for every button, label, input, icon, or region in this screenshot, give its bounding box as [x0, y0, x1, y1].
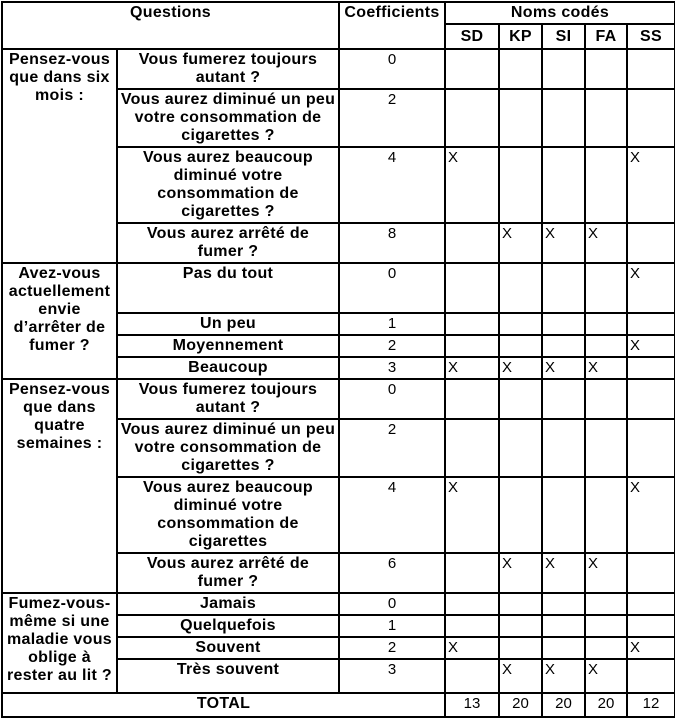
group-cell-quatre-semaines: Pensez-vous que dans quatre semaines :: [2, 379, 117, 593]
mark-cell-si: [542, 615, 585, 637]
mark-cell-si: [542, 477, 585, 553]
mark-cell-sd: X: [445, 357, 499, 379]
mark-cell-ss: [627, 659, 675, 693]
total-row: [2, 693, 675, 717]
mark-cell-si: [542, 419, 585, 477]
mark-cell-si: [542, 637, 585, 659]
mark-cell-kp: [499, 263, 542, 313]
mark-cell-kp: X: [499, 659, 542, 693]
question-cell: Vous aurez arrêté de fumer ?: [117, 223, 339, 263]
code-header-si: SI: [542, 24, 585, 49]
mark-cell-fa: [585, 477, 627, 553]
mark-cell-sd: [445, 419, 499, 477]
mark-cell-ss: X: [627, 477, 675, 553]
coefficients-header: Coefficients: [339, 2, 445, 49]
question-cell: Un peu: [117, 313, 339, 335]
mark-cell-fa: [585, 49, 627, 89]
mark-cell-ss: [627, 379, 675, 419]
code-header-sd: SD: [445, 24, 499, 49]
mark-cell-kp: [499, 615, 542, 637]
coefficient-cell: 3: [339, 659, 445, 693]
mark-cell-fa: [585, 313, 627, 335]
question-cell: Vous aurez beaucoup diminué votre consommation de cigarettes: [117, 477, 339, 553]
question-cell: Vous fumerez toujours autant ?: [117, 379, 339, 419]
coefficient-cell: 1: [339, 615, 445, 637]
mark-cell-si: X: [542, 357, 585, 379]
mark-cell-fa: [585, 263, 627, 313]
coefficient-cell: 2: [339, 419, 445, 477]
question-cell: Jamais: [117, 593, 339, 615]
mark-cell-fa: X: [585, 357, 627, 379]
code-header-kp: KP: [499, 24, 542, 49]
total-value-si: 20: [542, 693, 585, 717]
coefficient-cell: 0: [339, 49, 445, 89]
mark-cell-sd: [445, 553, 499, 593]
table-row: [2, 379, 675, 419]
total-value-kp: 20: [499, 693, 542, 717]
mark-cell-si: [542, 147, 585, 223]
mark-cell-fa: [585, 89, 627, 147]
coefficient-cell: 3: [339, 357, 445, 379]
mark-cell-fa: [585, 637, 627, 659]
question-cell: Vous aurez diminué un peu votre consommation de cigarettes ?: [117, 419, 339, 477]
question-cell: Vous aurez diminué un peu votre consommation de cigarettes ?: [117, 89, 339, 147]
questionnaire-scoring-table: [1, 1, 675, 718]
table-row: [2, 593, 675, 615]
mark-cell-kp: X: [499, 357, 542, 379]
mark-cell-si: X: [542, 659, 585, 693]
mark-cell-si: X: [542, 223, 585, 263]
mark-cell-sd: X: [445, 147, 499, 223]
question-cell: Vous fumerez toujours autant ?: [117, 49, 339, 89]
mark-cell-sd: [445, 89, 499, 147]
mark-cell-fa: [585, 147, 627, 223]
mark-cell-si: [542, 593, 585, 615]
coefficient-cell: 0: [339, 593, 445, 615]
mark-cell-sd: [445, 223, 499, 263]
mark-cell-ss: [627, 89, 675, 147]
mark-cell-ss: [627, 419, 675, 477]
question-cell: Pas du tout: [117, 263, 339, 313]
mark-cell-ss: [627, 49, 675, 89]
mark-cell-sd: [445, 379, 499, 419]
coefficient-cell: 8: [339, 223, 445, 263]
mark-cell-si: [542, 49, 585, 89]
mark-cell-si: [542, 313, 585, 335]
coefficient-cell: 2: [339, 89, 445, 147]
coefficient-cell: 4: [339, 147, 445, 223]
coefficient-cell: 0: [339, 263, 445, 313]
mark-cell-kp: [499, 313, 542, 335]
coefficient-cell: 4: [339, 477, 445, 553]
mark-cell-fa: [585, 419, 627, 477]
mark-cell-ss: X: [627, 147, 675, 223]
question-cell: Très souvent: [117, 659, 339, 693]
mark-cell-ss: [627, 223, 675, 263]
coefficient-cell: 0: [339, 379, 445, 419]
mark-cell-kp: [499, 49, 542, 89]
mark-cell-kp: [499, 89, 542, 147]
mark-cell-sd: [445, 659, 499, 693]
mark-cell-fa: [585, 615, 627, 637]
mark-cell-kp: X: [499, 223, 542, 263]
mark-cell-si: [542, 263, 585, 313]
mark-cell-fa: X: [585, 659, 627, 693]
mark-cell-kp: [499, 593, 542, 615]
mark-cell-ss: X: [627, 637, 675, 659]
coefficient-cell: 2: [339, 637, 445, 659]
mark-cell-sd: [445, 335, 499, 357]
mark-cell-ss: X: [627, 335, 675, 357]
coefficient-cell: 1: [339, 313, 445, 335]
question-cell: Quelquefois: [117, 615, 339, 637]
group-cell-six-mois: Pensez-vous que dans six mois :: [2, 49, 117, 263]
header-row-1: [2, 2, 675, 24]
total-value-sd: 13: [445, 693, 499, 717]
question-cell: Souvent: [117, 637, 339, 659]
table-row: [2, 49, 675, 89]
total-value-ss: 12: [627, 693, 675, 717]
mark-cell-kp: [499, 147, 542, 223]
mark-cell-ss: [627, 313, 675, 335]
mark-cell-sd: [445, 593, 499, 615]
group-cell-maladie-lit: Fumez-vous-même si une maladie vous oblige à rester au lit ?: [2, 593, 117, 693]
mark-cell-ss: [627, 593, 675, 615]
mark-cell-ss: [627, 357, 675, 379]
mark-cell-si: [542, 335, 585, 357]
code-header-ss: SS: [627, 24, 675, 49]
mark-cell-ss: X: [627, 263, 675, 313]
mark-cell-si: [542, 89, 585, 147]
mark-cell-sd: X: [445, 637, 499, 659]
mark-cell-sd: [445, 263, 499, 313]
mark-cell-fa: [585, 379, 627, 419]
mark-cell-ss: [627, 615, 675, 637]
mark-cell-fa: X: [585, 223, 627, 263]
noms-codes-header: Noms codés: [445, 2, 675, 24]
mark-cell-sd: [445, 615, 499, 637]
question-cell: Vous aurez beaucoup diminué votre consommation de cigarettes ?: [117, 147, 339, 223]
mark-cell-kp: X: [499, 553, 542, 593]
mark-cell-kp: [499, 335, 542, 357]
group-cell-envie-arreter: Avez-vous actuellement envie d’arrêter de fumer ?: [2, 263, 117, 379]
mark-cell-kp: [499, 477, 542, 553]
table-row: [2, 263, 675, 313]
question-cell: Beaucoup: [117, 357, 339, 379]
mark-cell-ss: [627, 553, 675, 593]
mark-cell-si: X: [542, 553, 585, 593]
mark-cell-kp: [499, 379, 542, 419]
mark-cell-si: [542, 379, 585, 419]
mark-cell-kp: [499, 637, 542, 659]
question-cell: Moyennement: [117, 335, 339, 357]
coefficient-cell: 6: [339, 553, 445, 593]
total-value-fa: 20: [585, 693, 627, 717]
total-label: TOTAL: [2, 693, 445, 717]
question-cell: Vous aurez arrêté de fumer ?: [117, 553, 339, 593]
code-header-fa: FA: [585, 24, 627, 49]
mark-cell-sd: [445, 313, 499, 335]
coefficient-cell: 2: [339, 335, 445, 357]
mark-cell-sd: [445, 49, 499, 89]
mark-cell-sd: X: [445, 477, 499, 553]
mark-cell-fa: [585, 593, 627, 615]
mark-cell-fa: [585, 335, 627, 357]
mark-cell-fa: X: [585, 553, 627, 593]
mark-cell-kp: [499, 419, 542, 477]
questions-header: Questions: [2, 2, 339, 49]
